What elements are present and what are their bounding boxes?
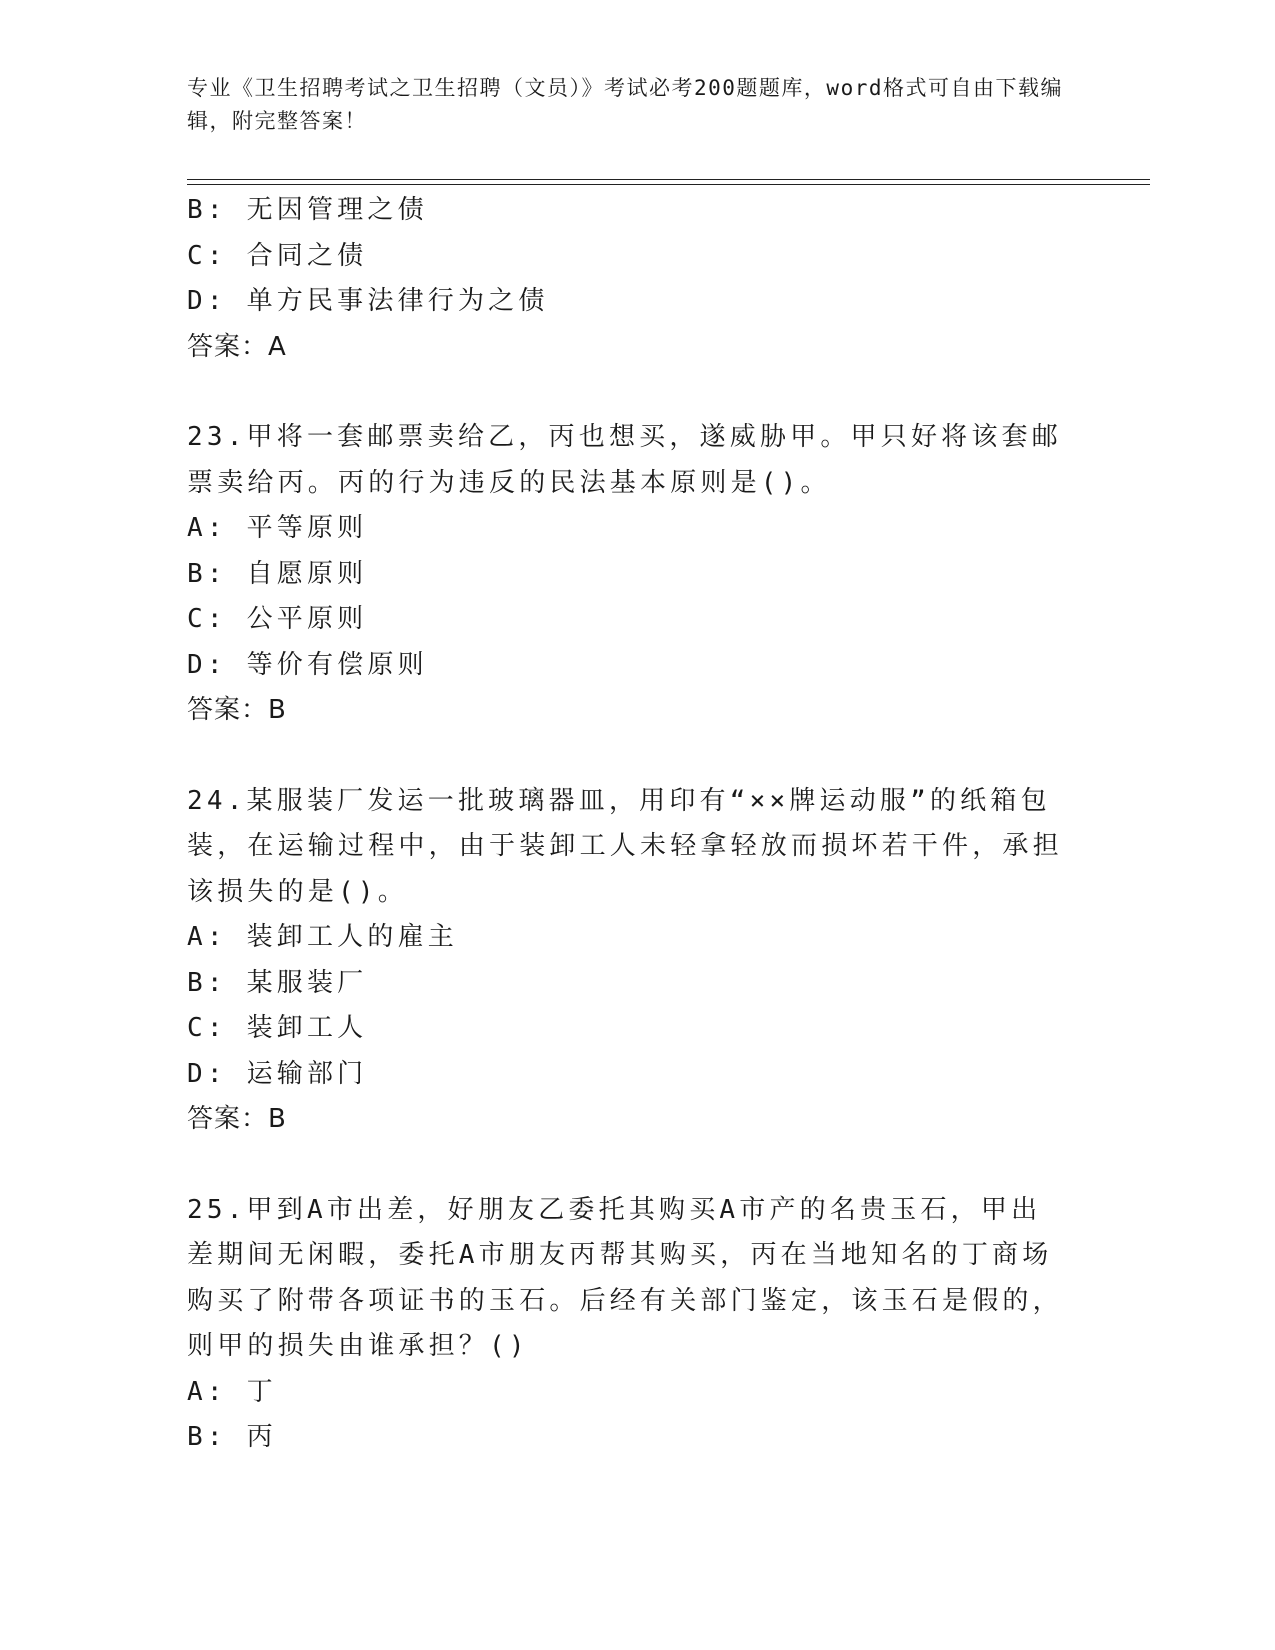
header-rule-bottom — [187, 184, 1150, 185]
answer-line: 答案：B — [187, 695, 287, 725]
answer-line: 答案：B — [187, 1104, 287, 1134]
question-23 — [187, 415, 1067, 734]
option-c: C: 公平原则 — [187, 604, 368, 634]
question-stem: 24.某服装厂发运一批玻璃器皿，用印有“××牌运动服”的纸箱包装，在运输过程中，由于装卸工人未轻拿轻放而损坏若干件，承担该损失的是()。 — [187, 785, 1063, 907]
question-25 — [187, 1188, 1067, 1461]
option-b: B: 自愿原则 — [187, 558, 368, 589]
option-a: A: 装卸工人的雇主 — [187, 922, 458, 952]
question-stem: 25.甲到A市出差，好朋友乙委托其购买A市产的名贵玉石，甲出差期间无闲暇，委托A市朋友丙帮其购买，丙在当地知名的丁商场购买了附带各项证书的玉石。后经有关部门鉴定，该玉石是假的，则甲的损失由谁承担？() — [187, 1194, 1063, 1361]
header-rule-top — [187, 179, 1150, 180]
option-b: B: 无因管理之债 — [187, 195, 428, 225]
question-stem: 23.甲将一套邮票卖给乙，丙也想买，遂威胁甲。甲只好将该套邮票卖给丙。丙的行为违反的民法基本原则是()。 — [187, 422, 1062, 498]
option-b: B: 丙 — [187, 1422, 277, 1452]
question-22-continued — [187, 188, 1067, 370]
question-list — [187, 188, 1067, 1461]
question-24 — [187, 779, 1067, 1143]
option-a: A: 丁 — [187, 1376, 277, 1407]
option-c: C: 装卸工人 — [187, 1013, 368, 1043]
answer-line: 答案：A — [187, 331, 287, 362]
option-d: D: 运输部门 — [187, 1058, 368, 1089]
option-b: B: 某服装厂 — [187, 967, 368, 998]
option-d: D: 单方民事法律行为之债 — [187, 286, 549, 316]
option-c: C: 合同之债 — [187, 240, 368, 271]
option-a: A: 平等原则 — [187, 513, 368, 543]
option-d: D: 等价有偿原则 — [187, 649, 428, 680]
document-header: 专业《卫生招聘考试之卫生招聘（文员）》考试必考200题题库，word格式可自由下载编辑，附完整答案！ — [187, 76, 1063, 133]
